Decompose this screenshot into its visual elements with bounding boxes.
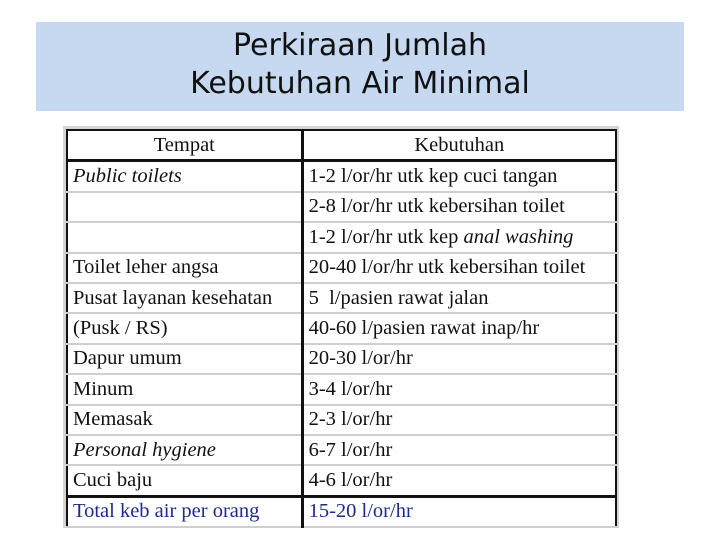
header-kebutuhan: Kebutuhan (302, 130, 616, 161)
cell-tempat: Cuci baju (67, 465, 302, 496)
cell-tempat: Dapur umum (67, 344, 302, 374)
water-needs-table (66, 129, 617, 528)
cell-kebutuhan: 6-7 l/or/hr (302, 435, 616, 465)
cell-tempat: (Pusk / RS) (67, 313, 302, 343)
table-row (67, 192, 616, 222)
table-row (67, 253, 616, 283)
cell-tempat (67, 192, 302, 222)
cell-kebutuhan: 20-40 l/or/hr utk kebersihan toilet (302, 253, 616, 283)
table-header-row (67, 130, 616, 161)
table-row (67, 222, 616, 252)
cell-kebutuhan: 1-2 l/or/hr utk kep cuci tangan (302, 161, 616, 192)
cell-tempat-total: Total keb air per orang (67, 496, 302, 527)
page-title-line-2: Kebutuhan Air Minimal (190, 66, 530, 101)
cell-kebutuhan: 40-60 l/pasien rawat inap/hr (302, 313, 616, 343)
cell-kebutuhan-prefix: 1-2 l/or/hr utk kep (308, 225, 464, 248)
table-row (67, 313, 616, 343)
cell-kebutuhan: 4-6 l/or/hr (302, 465, 616, 496)
cell-tempat (67, 222, 302, 252)
cell-kebutuhan: 2-8 l/or/hr utk kebersihan toilet (302, 192, 616, 222)
cell-kebutuhan (302, 222, 616, 252)
cell-kebutuhan: 2-3 l/or/hr (302, 405, 616, 435)
table-row (67, 435, 616, 465)
page-title-line-1: Perkiraan Jumlah (233, 28, 487, 63)
cell-tempat: Minum (67, 374, 302, 404)
table-row (67, 465, 616, 496)
cell-tempat: Public toilets (67, 161, 302, 192)
cell-tempat: Memasak (67, 405, 302, 435)
table-row-total (67, 496, 616, 527)
cell-kebutuhan: 5 l/pasien rawat jalan (302, 283, 616, 313)
table-row (67, 344, 616, 374)
cell-kebutuhan-total: 15-20 l/or/hr (302, 496, 616, 527)
cell-kebutuhan-italic: anal washing (463, 225, 574, 248)
cell-tempat: Toilet leher angsa (67, 253, 302, 283)
header-tempat: Tempat (67, 130, 302, 161)
table-row (67, 374, 616, 404)
cell-kebutuhan: 3-4 l/or/hr (302, 374, 616, 404)
table-row (67, 283, 616, 313)
cell-tempat: Pusat layanan kesehatan (67, 283, 302, 313)
title-banner (36, 22, 684, 111)
table-row (67, 405, 616, 435)
cell-kebutuhan: 20-30 l/or/hr (302, 344, 616, 374)
cell-tempat: Personal hygiene (67, 435, 302, 465)
table-row (67, 161, 616, 192)
